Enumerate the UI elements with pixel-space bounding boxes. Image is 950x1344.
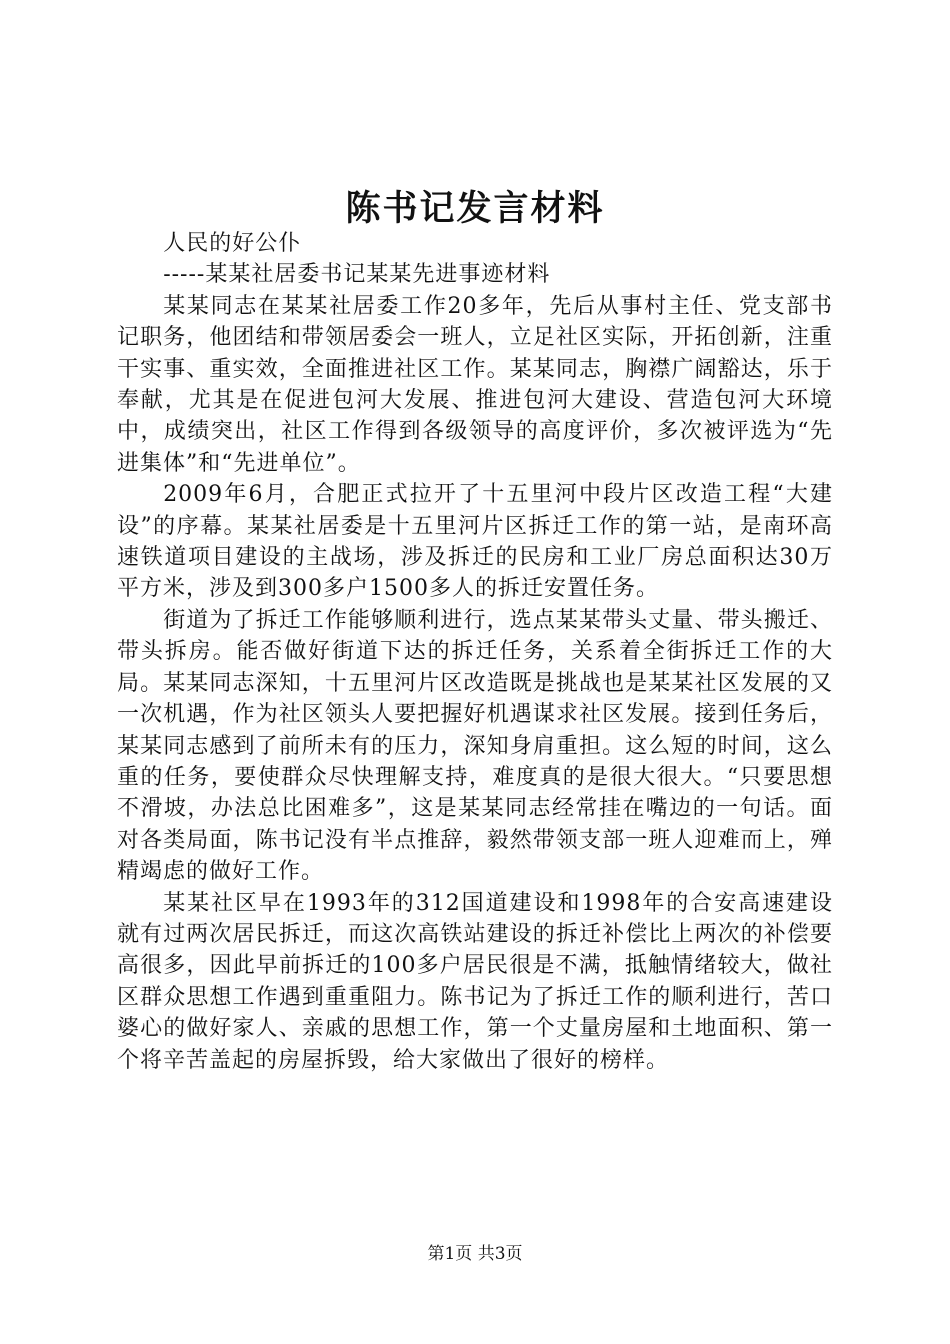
paragraph: 街道为了拆迁工作能够顺利进行，选点某某带头丈量、带头搬迁、带头拆房。能否做好街道下达的拆迁任务，关系着全街拆迁工作的大局。某某同志深知，十五里河片区改造既是挑战也是某某社区发展的又一次机遇，作为社区领头人要把握好机遇谋求社区发展。接到任务后，某某同志感到了前所未有的压力，深知身肩重担。这么短的时间，这么重的任务，要使群众尽快理解支持，难度真的是很大很大。“只要思想不滑坡，办法总比困难多”，这是某某同志经常挂在嘴边的一句话。面对各类局面，陈书记没有半点推辞，毅然带领支部一班人迎难而上，殚精竭虑的做好工作。: [117, 607, 833, 885]
subtitle-secondary: -----某某社居委书记某某先进事迹材料: [163, 262, 551, 288]
page-footer: 第1页 共3页: [427, 1244, 523, 1264]
subtitle-primary: 人民的好公仆: [163, 231, 302, 256]
paragraph: 某某社区早在1993年的312国道建设和1998年的合安高速建设就有过两次居民拆迁，而这次高铁站建设的拆迁补偿比上两次的补偿要高很多，因此早前拆迁的100多户居民很是不满，抵触情绪较大，做社区群众思想工作遇到重重阻力。陈书记为了拆迁工作的顺利进行，苦口婆心的做好家人、亲戚的思想工作，第一个丈量房屋和土地面积、第一个将辛苦盖起的房屋拆毁，给大家做出了很好的榜样。: [117, 890, 833, 1073]
document-title: 陈书记发言材料: [345, 188, 605, 229]
paragraph: 2009年6月，合肥正式拉开了十五里河中段片区改造工程“大建设”的序幕。某某社居委是十五里河片区拆迁工作的第一站，是南环高速铁道项目建设的主战场，涉及拆迁的民房和工业厂房总面积达30万平方米，涉及到300多户1500多人的拆迁安置任务。: [117, 482, 833, 602]
paragraph: 某某同志在某某社居委工作20多年，先后从事村主任、党支部书记职务，他团结和带领居委会一班人，立足社区实际，开拓创新，注重干实事、重实效，全面推进社区工作。某某同志，胸襟广阔豁达，乐于奉献，尤其是在促进包河大发展、推进包河大建设、营造包河大环境中，成绩突出，社区工作得到各级领导的高度评价，多次被评选为“先进集体”和“先进单位”。: [117, 293, 833, 476]
document-body: [117, 228, 833, 1076]
